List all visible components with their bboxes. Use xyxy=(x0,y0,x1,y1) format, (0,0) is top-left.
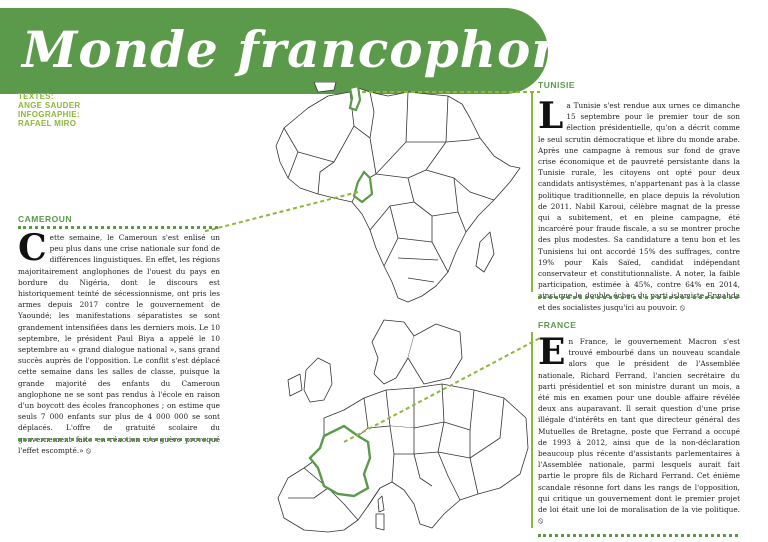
cameroon-connector xyxy=(202,192,358,232)
france-side-line xyxy=(531,332,533,528)
tunisie-title: TUNISIE xyxy=(538,80,576,90)
france-text: n France, le gouvernement Macron s'est trouvé embourbé dans un nouveau scandale alors que le président de l'Assemblée nationale, Richard Ferrand, l'ancien secrétaire du parti présidentiel et son ministre durant un mois, a été mis en examen pour une double affaire révélée deux ans auparavant. Il serait question d'une prise illégale d'intérêts en tant que directeur général des Mutuelles de Bretagne, poste que Ferrand a occupé de 1993 à 2012, ainsi que de la non-déclaration beaucoup plus récente d'assistants parlementaires à l'Assemblée nationale, parmi lesquels aurait fait partie le propre fils de Richard Ferrand. Cet énième scandale résonne fort dans les rangs de l'opposition, qui critique un gouvernement dont le premier projet de loi était une loi de moralisation de la vie politique. xyxy=(538,337,740,515)
france-bottom-line xyxy=(538,534,738,537)
cameroun-text: ette semaine, le Cameroun s'est enlisé un peu plus dans une crise nationale sur fond de différences linguistiques. En effet, les régions majoritairement anglophones de l'ouest du pays en bordure du Nigéria, dont le discours est historiquement teinté de sécessionnisme, ont pris les armes depuis 2017 contre le gouvernement de Yaoundé; les manifestations séparatistes se sont grandement intensifiées dans les derniers mois. Le 10 septembre, le président Paul Biya a appelé le 10 septembre au « grand dialogue national », sans grand succès auprès de l'opposition. Le conflit s'est déplacé cette semaine dans les salles de classe, puisque la grande majorité des enfants du Cameroun anglophone ne se sont pas rendus à l'école en raison d'un boycott des écoles francophones ; on estime que seuls 7 000 enfants sur plus de 4 000 000 se sont déplacés. L'offre de gratuité scolaire du gouvernement faite en réaction n'a guère provoqué l'effet escompté.» xyxy=(18,233,220,455)
end-mark-icon: ⦸ xyxy=(538,516,544,526)
tunisie-side-line xyxy=(531,92,533,292)
tunisie-bottom-line xyxy=(538,296,738,299)
infographic-author: RAFAEL MIRO xyxy=(18,119,77,128)
cameroun-dropcap: C xyxy=(18,227,47,269)
infographic-label: INFOGRAPHIE: xyxy=(18,110,80,119)
tunisie-dropcap: L xyxy=(538,95,564,137)
page-title: Monde francophone xyxy=(22,20,602,79)
cameroun-article xyxy=(18,228,220,456)
tunisie-text: a Tunisie s'est rendue aux urnes ce dimanche 15 septembre pour le premier tour de son élection présidentielle, qu'on a décrit comme le seul scrutin démocratique et libre du monde arabe. Après une campagne à remous sur fond de grave crise économique et de pauvreté persistante dans la Tunisie rurale, les citoyens ont opté pour deux candidats antisystèmes, n'appartenant pas à la classe politique traditionnelle, en place depuis la révolution de 2011. Nabil Karoui, célèbre magnat de la presse qui a subitement, et en pleine campagne, été incarcéré pour fraude fiscale, a su se montrer proche des plus modestes. Sa candidature a tenu bon et les Tunisiens lui ont accordé 15% des suffrages, contre 19% pour Kaïs Saïed, candidat indépendant conservateur et constitutionnaliste. A noter, la faible participation, estimée à 45%, contre 64% en 2014, ainsi que le double échec du parti islamiste Ennahda et des socialistes jusqu'ici au pouvoir. xyxy=(538,101,740,312)
france-dropcap: E xyxy=(538,331,566,373)
cameroun-title: CAMEROUN xyxy=(18,214,73,224)
end-mark-icon: ⦸ xyxy=(679,302,685,312)
texts-author: ANGE SAUDER xyxy=(18,101,81,110)
france-title: FRANCE xyxy=(538,320,577,330)
cameroun-bottom-line xyxy=(18,438,218,441)
tunisie-article xyxy=(538,96,740,313)
texts-label: TEXTES: xyxy=(18,92,54,101)
france-article xyxy=(538,332,740,526)
end-mark-icon: ⦸ xyxy=(85,445,92,455)
france-connector xyxy=(344,338,540,442)
